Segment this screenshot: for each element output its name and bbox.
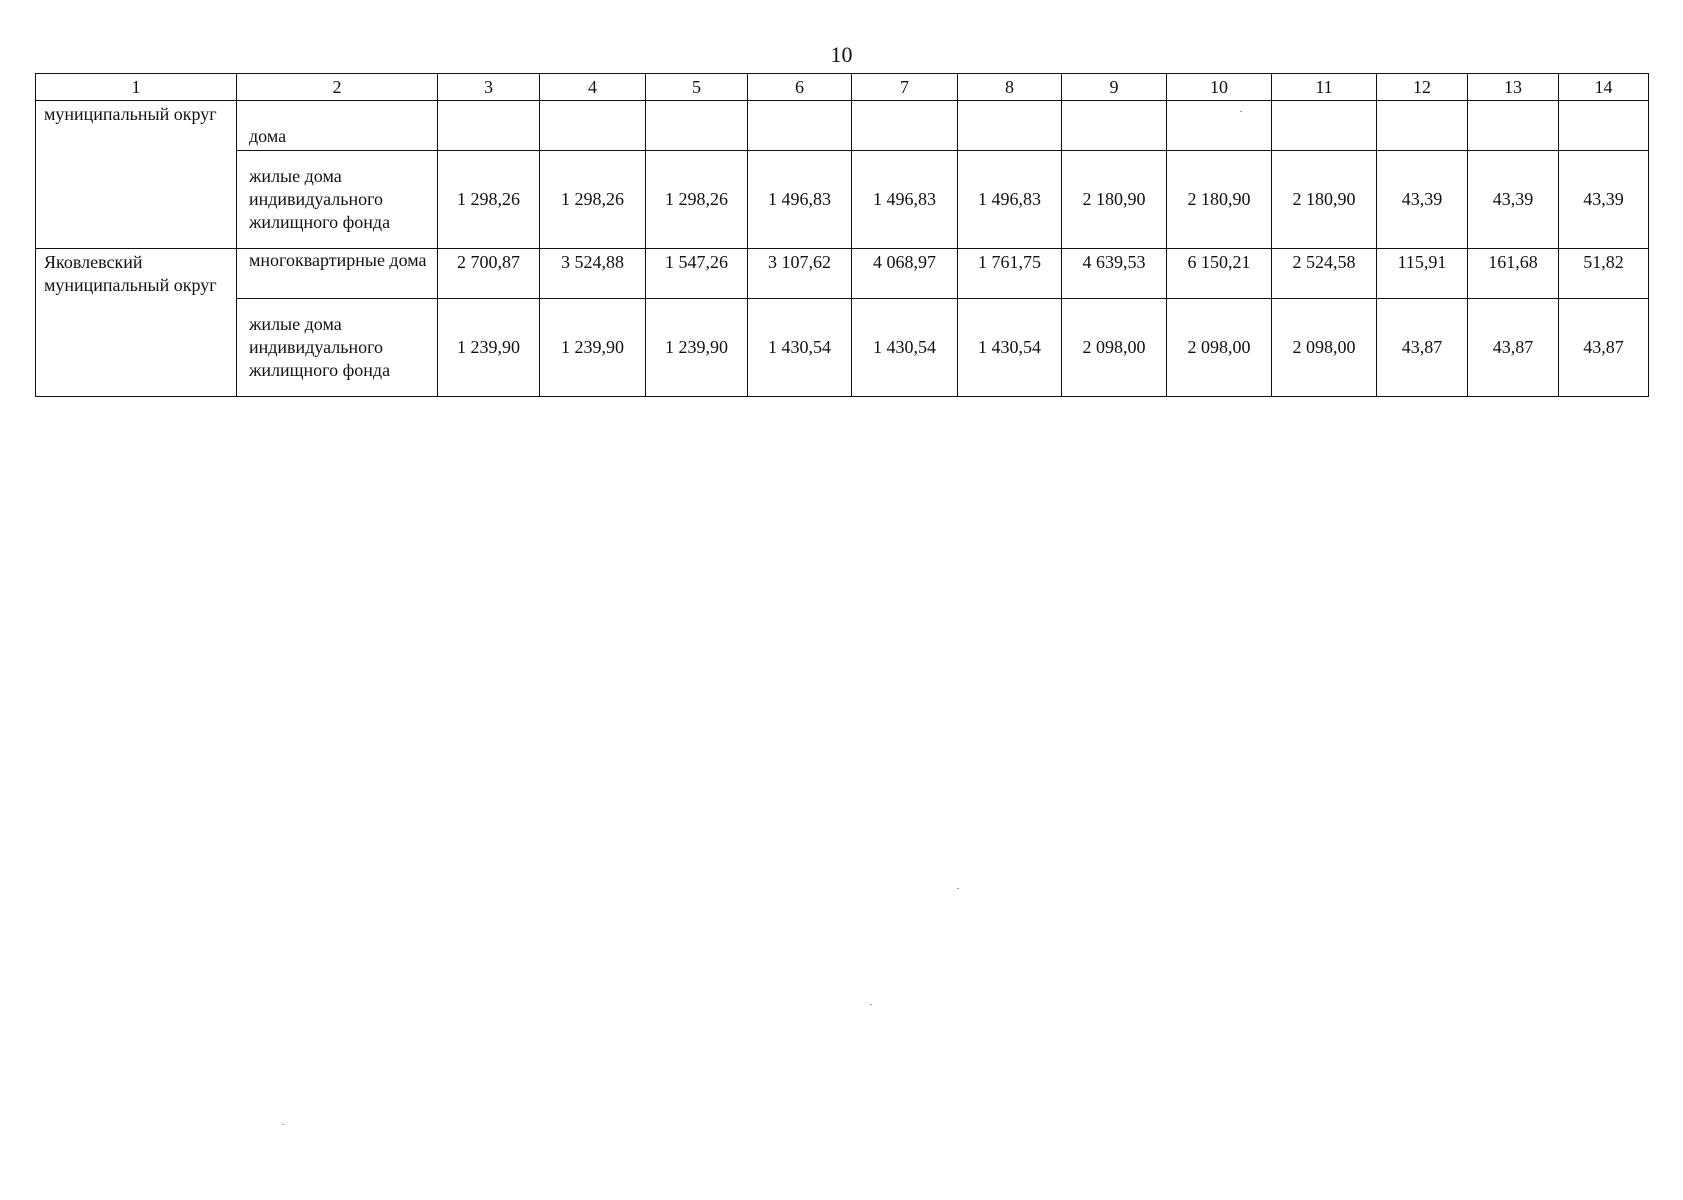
column-header: 8 — [958, 74, 1062, 101]
value-cell: 2 700,87 — [438, 249, 540, 299]
table-row — [36, 151, 1649, 249]
column-header: 4 — [540, 74, 646, 101]
value-cell: 1 430,54 — [958, 299, 1062, 397]
region-cell: муниципальный округ — [36, 101, 237, 249]
housing-type-cell: жилые дома индивидуального жилищного фонда — [237, 151, 438, 249]
table-row — [36, 101, 1649, 151]
housing-type-cell: жилые дома индивидуального жилищного фонда — [237, 299, 438, 397]
column-header: 11 — [1272, 74, 1377, 101]
value-cell — [646, 101, 748, 151]
value-cell: 1 547,26 — [646, 249, 748, 299]
column-header: 3 — [438, 74, 540, 101]
value-cell: 1 496,83 — [852, 151, 958, 249]
column-header: 9 — [1062, 74, 1167, 101]
value-cell — [958, 101, 1062, 151]
value-cell: 2 098,00 — [1167, 299, 1272, 397]
value-cell: 1 496,83 — [748, 151, 852, 249]
value-cell — [748, 101, 852, 151]
value-cell: 161,68 — [1468, 249, 1559, 299]
column-header: 14 — [1559, 74, 1649, 101]
value-cell: 6 150,21 — [1167, 249, 1272, 299]
value-cell — [852, 101, 958, 151]
value-cell: 43,39 — [1559, 151, 1649, 249]
value-cell: 115,91 — [1377, 249, 1468, 299]
header-row — [36, 74, 1649, 101]
value-cell: 43,39 — [1377, 151, 1468, 249]
scan-speck — [870, 1004, 872, 1005]
scan-speck — [282, 1124, 284, 1125]
value-cell — [438, 101, 540, 151]
value-cell: 1 298,26 — [646, 151, 748, 249]
value-cell: 1 239,90 — [646, 299, 748, 397]
value-cell — [1167, 101, 1272, 151]
housing-type-cell: многоквартирные дома — [237, 249, 438, 299]
value-cell: 2 524,58 — [1272, 249, 1377, 299]
value-cell: 1 761,75 — [958, 249, 1062, 299]
value-cell: 1 430,54 — [852, 299, 958, 397]
scan-speck — [1240, 111, 1242, 112]
scan-speck — [957, 888, 959, 889]
column-header: 5 — [646, 74, 748, 101]
value-cell: 1 496,83 — [958, 151, 1062, 249]
value-cell: 43,87 — [1377, 299, 1468, 397]
page-number: 10 — [830, 42, 853, 67]
value-cell — [1559, 101, 1649, 151]
value-cell: 2 180,90 — [1272, 151, 1377, 249]
value-cell — [1272, 101, 1377, 151]
column-header: 12 — [1377, 74, 1468, 101]
value-cell: 3 107,62 — [748, 249, 852, 299]
value-cell: 1 430,54 — [748, 299, 852, 397]
value-cell: 51,82 — [1559, 249, 1649, 299]
value-cell: 2 098,00 — [1062, 299, 1167, 397]
value-cell — [1062, 101, 1167, 151]
column-header: 10 — [1167, 74, 1272, 101]
region-cell: Яковлевский муниципальный округ — [36, 249, 237, 397]
tariff-table — [35, 73, 1649, 397]
value-cell: 2 098,00 — [1272, 299, 1377, 397]
value-cell: 4 639,53 — [1062, 249, 1167, 299]
column-header: 6 — [748, 74, 852, 101]
column-header: 7 — [852, 74, 958, 101]
value-cell: 43,87 — [1468, 299, 1559, 397]
table-row — [36, 299, 1649, 397]
value-cell — [540, 101, 646, 151]
column-header: 1 — [36, 74, 237, 101]
value-cell: 4 068,97 — [852, 249, 958, 299]
table-row — [36, 249, 1649, 299]
value-cell: 2 180,90 — [1062, 151, 1167, 249]
value-cell — [1468, 101, 1559, 151]
housing-type-cell: дома — [237, 101, 438, 151]
column-header: 2 — [237, 74, 438, 101]
value-cell: 1 298,26 — [540, 151, 646, 249]
value-cell: 3 524,88 — [540, 249, 646, 299]
column-header: 13 — [1468, 74, 1559, 101]
value-cell: 43,39 — [1468, 151, 1559, 249]
value-cell: 43,87 — [1559, 299, 1649, 397]
value-cell: 1 298,26 — [438, 151, 540, 249]
value-cell — [1377, 101, 1468, 151]
value-cell: 2 180,90 — [1167, 151, 1272, 249]
value-cell: 1 239,90 — [438, 299, 540, 397]
value-cell: 1 239,90 — [540, 299, 646, 397]
